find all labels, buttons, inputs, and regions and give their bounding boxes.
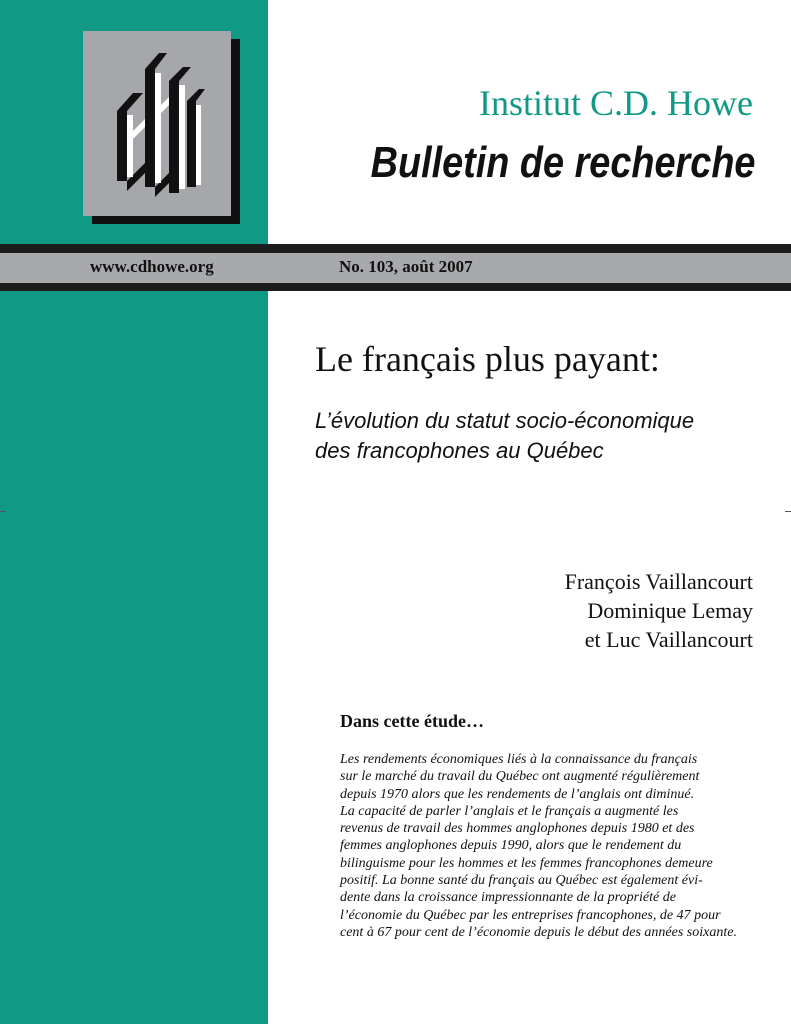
subtitle-line: L’évolution du statut socio-économique [315,408,695,433]
author-name: François Vaillancourt [564,569,753,594]
summary-heading: Dans cette étude… [340,711,484,731]
abstract-line: depuis 1970 alors que les rendements de l’anglais ont diminué. [340,786,695,802]
cd-howe-logo [83,31,231,216]
institute-name: Institut C.D. Howe [479,83,753,123]
abstract-line: La capacité de parler l’anglais et le français a augmenté les [340,803,679,819]
subtitle-line: des francophones au Québec [315,438,604,463]
abstract-line: Les rendements économiques liés à la connaissance du français [340,752,698,767]
crop-mark-right [785,511,791,512]
publication-title: Bulletin de recherche [370,138,755,187]
document-title: Le français plus payant: [315,339,660,379]
cd-howe-monogram-icon [83,31,231,216]
abstract-line: l’économie du Québec par les entreprises francophones, de 47 pour [340,907,721,923]
document-subtitle [315,406,694,466]
abstract-line: revenus de travail des hommes anglophones depuis 1980 et des [340,821,695,837]
band-top-rule [0,244,791,253]
abstract-line: bilinguisme pour les hommes et les femmes francophones demeure [340,855,713,871]
website-link[interactable]: www.cdhowe.org [90,257,214,276]
abstract-line: sur le marché du travail du Québec ont augmenté régulièrement [340,769,700,785]
issue-number: No. 103, août 2007 [339,257,473,276]
abstract-line: cent à 67 pour cent de l’économie depuis le début des années soixante. [340,924,737,940]
crop-mark-left [0,511,6,512]
summary-abstract [340,751,737,941]
abstract-line: femmes anglophones depuis 1990, alors que le rendement du [340,838,682,854]
band-bottom-rule [0,283,791,291]
author-list [565,567,753,654]
author-name: et Luc Vaillancourt [584,627,753,652]
author-name: Dominique Lemay [587,598,753,623]
abstract-line: positif. La bonne santé du français au Québec est également évi- [340,873,703,889]
abstract-line: dente dans la croissance impressionnante de la propriété de [340,890,676,906]
